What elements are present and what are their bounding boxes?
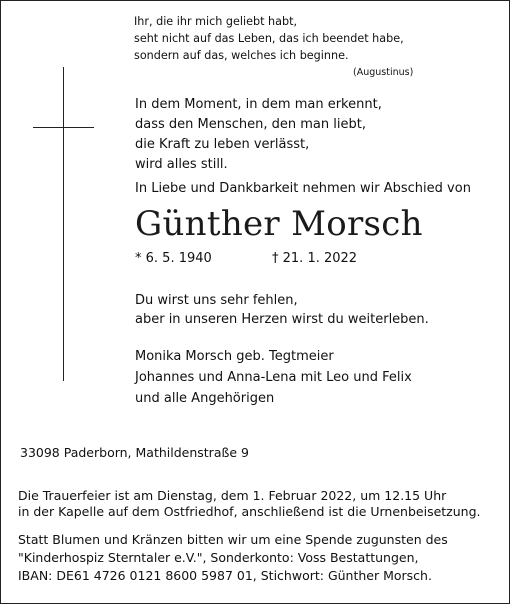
donation-line: IBAN: DE61 4726 0121 8600 5987 01, Stichwort: Günther Morsch. <box>18 568 432 583</box>
cross-icon <box>63 67 64 381</box>
cross-icon-bar <box>33 127 94 128</box>
deceased-name: Günther Morsch <box>135 204 423 244</box>
funeral-service-info <box>18 488 481 520</box>
poem-attribution: (Augustinus) <box>353 67 414 78</box>
family-line: und alle Angehörigen <box>135 391 275 406</box>
verse-line: dass den Menschen, den man liebt, <box>135 117 366 132</box>
verse-line: die Kraft zu leben verlässt, <box>135 137 310 152</box>
poem-line: Ihr, die ihr mich geliebt habt, <box>134 15 298 28</box>
verse-line: In dem Moment, in dem man erkennt, <box>135 97 382 112</box>
family-signatures <box>135 346 412 409</box>
service-line: Die Trauerfeier ist am Dienstag, dem 1. Februar 2022, um 12.15 Uhr <box>18 488 447 503</box>
closing-line: aber in unseren Herzen wirst du weiterleben. <box>135 312 429 327</box>
verse-line: wird alles still. <box>135 157 228 172</box>
birth-date: * 6. 5. 1940 <box>135 251 212 266</box>
donation-line: "Kinderhospiz Sterntaler e.V.", Sonderkonto: Voss Bestattungen, <box>18 550 419 565</box>
donation-line: Statt Blumen und Kränzen bitten wir um eine Spende zugunsten des <box>18 532 448 547</box>
poem <box>134 13 404 64</box>
closing-words <box>135 291 429 329</box>
poem-line: sondern auf das, welches ich beginne. <box>134 49 349 62</box>
family-address: 33098 Paderborn, Mathildenstraße 9 <box>20 445 249 460</box>
donation-request <box>18 531 448 585</box>
death-date: † 21. 1. 2022 <box>272 251 358 266</box>
family-line: Johannes und Anna-Lena mit Leo und Felix <box>135 370 412 385</box>
verse <box>135 95 382 175</box>
farewell-intro: In Liebe und Dankbarkeit nehmen wir Abschied von <box>135 181 471 196</box>
family-line: Monika Morsch geb. Tegtmeier <box>135 349 334 364</box>
closing-line: Du wirst uns sehr fehlen, <box>135 293 298 308</box>
poem-line: seht nicht auf das Leben, das ich beendet habe, <box>134 32 404 45</box>
service-line: in der Kapelle auf dem Ostfriedhof, anschließend ist die Urnenbeisetzung. <box>18 504 481 519</box>
